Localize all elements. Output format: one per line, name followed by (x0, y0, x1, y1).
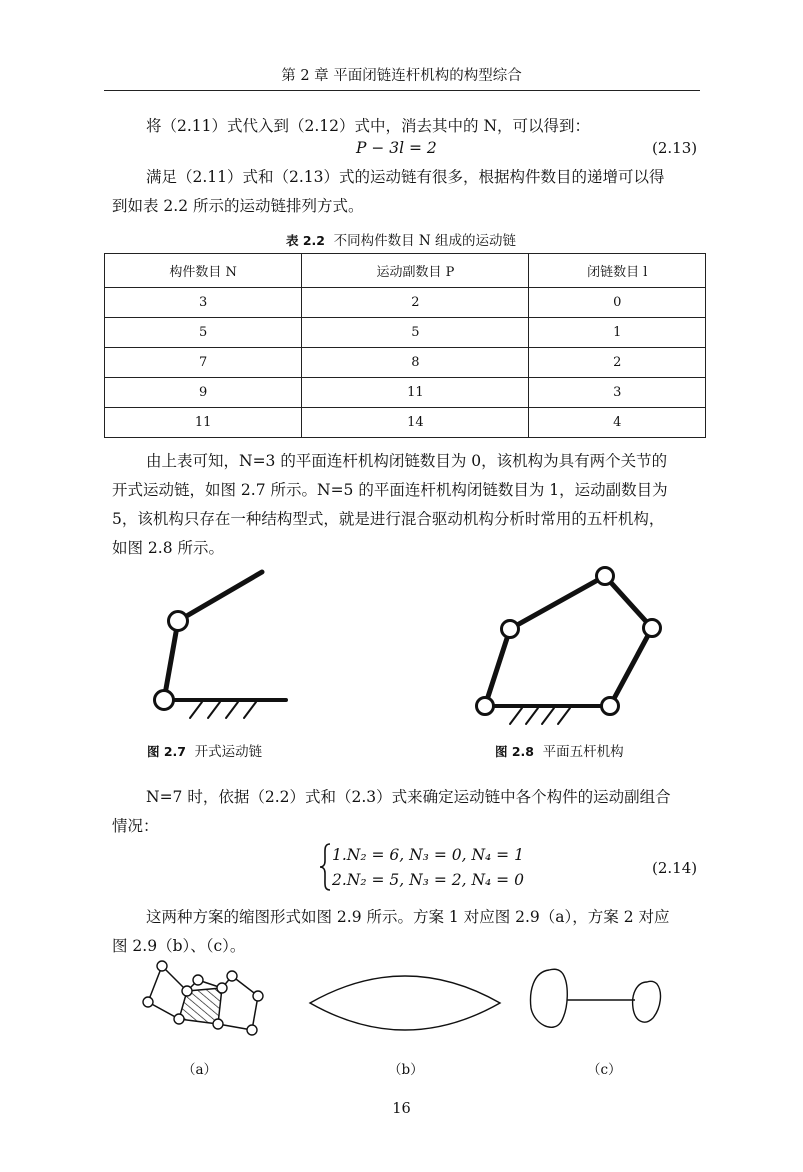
header-rule (104, 90, 700, 91)
table-caption (286, 229, 516, 249)
joint (174, 1014, 184, 1024)
paragraph-substitution: 将（2.11）式代入到（2.12）式中，消去其中的 N，可以得到： (146, 117, 591, 135)
paragraph-analysis-line3: 5，该机构只存在一种结构型式，就是进行混合驱动机构分析时常用的五杆机构， (112, 510, 665, 528)
figure-2-8-text: 平面五杆机构 (542, 744, 624, 760)
figure-2-7-caption (147, 740, 262, 760)
table-cell: 14 (302, 408, 529, 438)
figure-2-9c-label: （c） (587, 1062, 622, 1078)
table-row (105, 348, 706, 378)
five-bar-links (485, 576, 652, 706)
paragraph-analysis-line2: 开式运动链，如图 2.7 所示。N=5 的平面连杆机构闭链数目为 1，运动副数目为 (112, 481, 668, 499)
table-cell: 0 (529, 288, 706, 318)
table-header-row (105, 254, 706, 288)
page-number: 16 (392, 1101, 411, 1117)
paragraph-n7-line1: N=7 时，依据（2.2）式和（2.3）式来确定运动链中各个构件的运动副组合 (146, 788, 671, 806)
figure-2-8-caption (495, 740, 624, 760)
link-upper (178, 572, 262, 621)
figure-2-9b-lens (305, 965, 505, 1035)
left-loop (531, 969, 568, 1027)
figure-2-9c-dumbbell (525, 962, 670, 1042)
equation-number-2-14: (2.14) (652, 859, 698, 877)
ground-hatch (510, 708, 570, 724)
joint-top (597, 568, 614, 585)
joint (157, 961, 167, 971)
joint-ground-left (477, 698, 494, 715)
ground-hatch (190, 702, 256, 718)
paragraph-n7-line2: 情况： (112, 817, 159, 835)
table-caption-label: 表 2.2 (286, 233, 325, 248)
joint (193, 975, 203, 985)
joint (253, 991, 263, 1001)
paragraph-schemes-line2: 图 2.9（b）、（c）。 (112, 937, 246, 955)
paragraph-chain-count-line2: 到如表 2.2 所示的运动链排列方式。 (112, 197, 364, 215)
table-cell: 11 (105, 408, 302, 438)
table-cell: 9 (105, 378, 302, 408)
figure-2-7-text: 开式运动链 (194, 744, 263, 760)
table-cell: 3 (529, 378, 706, 408)
table-cell: 2 (529, 348, 706, 378)
joint (213, 1019, 223, 1029)
table-cell: 8 (302, 348, 529, 378)
paragraph-schemes-line1: 这两种方案的缩图形式如图 2.9 所示。方案 1 对应图 2.9（a），方案 2 对应 (146, 908, 670, 926)
equation-number-2-13: (2.13) (652, 139, 698, 157)
paragraph-analysis-line1: 由上表可知，N=3 的平面连杆机构闭链数目为 0，该机构为具有两个关节的 (146, 452, 668, 470)
joint (217, 983, 227, 993)
table-kinematic-chains (104, 253, 706, 438)
paragraph-analysis-line4: 如图 2.8 所示。 (112, 539, 225, 557)
figure-five-bar (470, 566, 670, 726)
joint (182, 986, 192, 996)
joint (227, 971, 237, 981)
table-row (105, 408, 706, 438)
equation-2-13: P − 3l = 2 (356, 139, 437, 157)
table-cell: 3 (105, 288, 302, 318)
table-header-cell: 闭链数目 l (529, 254, 706, 288)
paragraph-chain-count-line1: 满足（2.11）式和（2.13）式的运动链有很多，根据构件数目的递增可以得 (146, 168, 665, 186)
joint (143, 997, 153, 1007)
left-brace (318, 842, 332, 892)
joint (247, 1025, 257, 1035)
figure-open-chain (140, 566, 300, 726)
table-cell: 5 (302, 318, 529, 348)
figure-2-8-label: 图 2.8 (495, 744, 534, 759)
table-cell: 4 (529, 408, 706, 438)
table-header-cell: 构件数目 N (105, 254, 302, 288)
figure-2-7-label: 图 2.7 (147, 744, 186, 759)
joint-right (644, 620, 661, 637)
table-row (105, 378, 706, 408)
joint-revolute (169, 612, 188, 631)
figure-2-9a-label: （a） (182, 1062, 218, 1078)
link-lower (164, 621, 178, 700)
table-cell: 7 (105, 348, 302, 378)
figure-2-9b-label: （b） (388, 1062, 424, 1078)
joint-ground-right (602, 698, 619, 715)
table-header-cell: 运动副数目 P (302, 254, 529, 288)
joint-ground (155, 691, 174, 710)
equation-2-14-row2: 2.N₂ = 5, N₃ = 2, N₄ = 0 (332, 871, 524, 889)
right-loop (633, 981, 661, 1022)
joint-left (502, 621, 519, 638)
table-cell: 11 (302, 378, 529, 408)
figure-2-9a-contracted-graph (140, 958, 270, 1038)
table-row (105, 318, 706, 348)
equation-2-14-row1: 1.N₂ = 6, N₃ = 0, N₄ = 1 (332, 846, 524, 864)
table-row (105, 288, 706, 318)
running-header: 第 2 章 平面闭链连杆机构的构型综合 (281, 68, 522, 84)
table-cell: 2 (302, 288, 529, 318)
table-cell: 1 (529, 318, 706, 348)
table-caption-text: 不同构件数目 N 组成的运动链 (333, 233, 516, 249)
table-cell: 5 (105, 318, 302, 348)
